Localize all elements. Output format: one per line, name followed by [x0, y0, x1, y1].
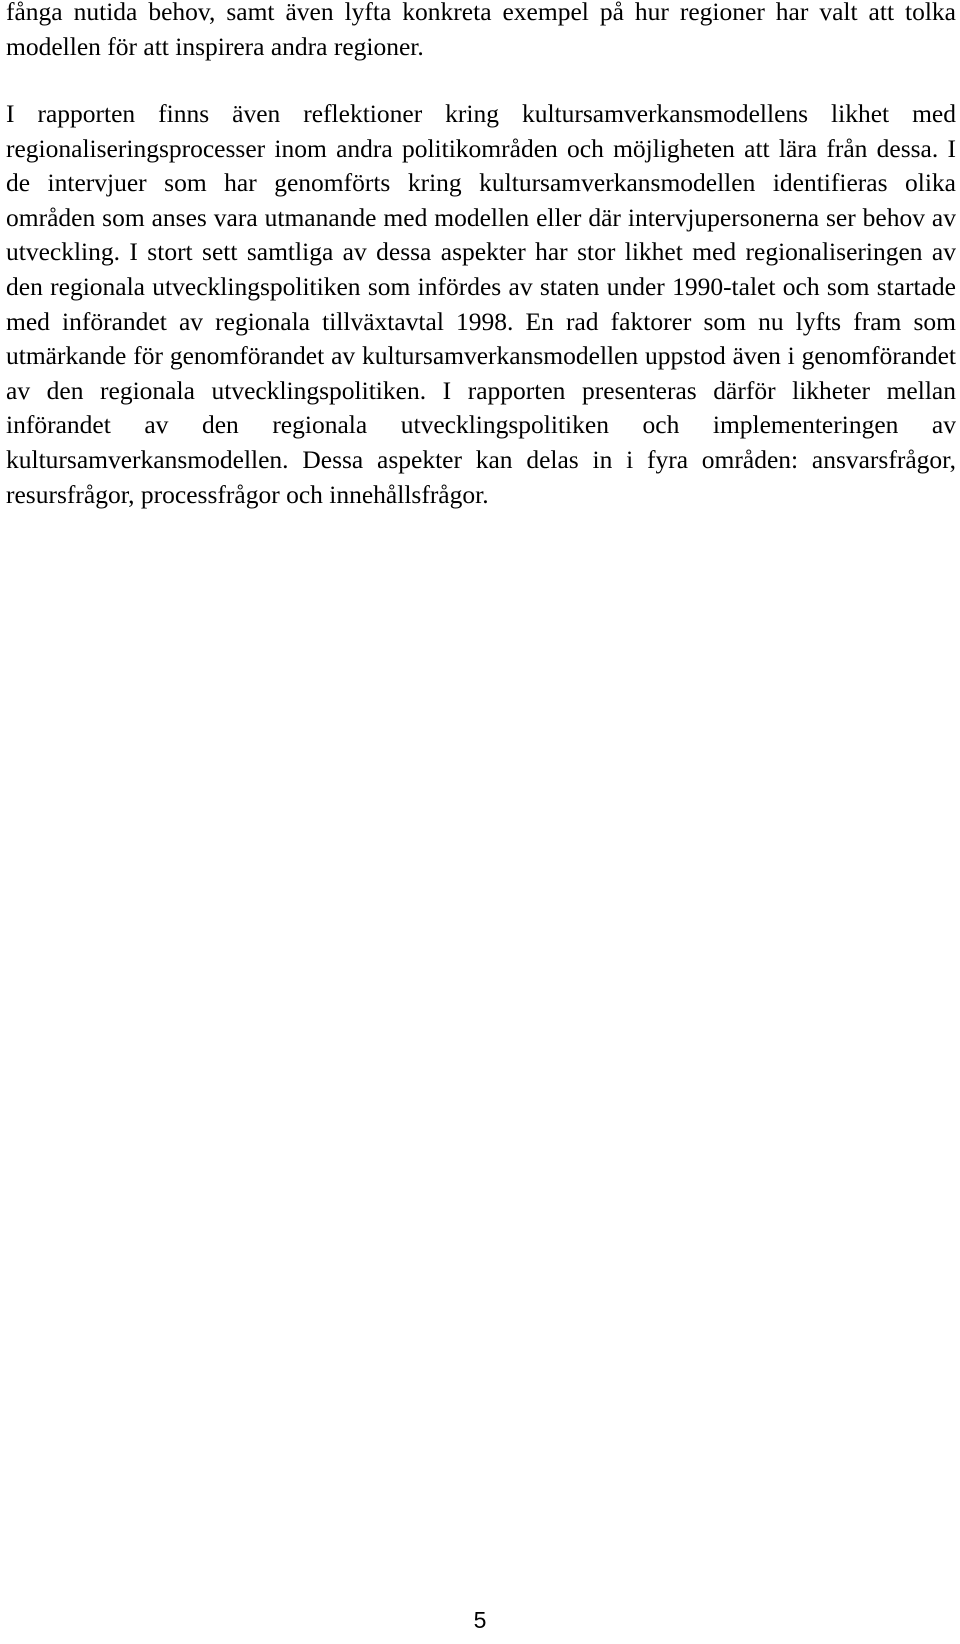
page-number: 5 [473, 1607, 487, 1633]
paragraph-reflections: I rapporten finns även reflektioner kring kultursamverkansmodellens likhet med regionaliseringsprocesser inom andra politikområden och möjligheten att lära från dessa. I de intervjuer som har genomförts kring kultursamverkansmodellen identifieras olika områden som anses vara utmanande med modellen eller där intervjupersonerna ser behov av utveckling. I stort sett samtliga av dessa aspekter har stor likhet med regionaliseringen av den regionala utvecklingspolitiken som infördes av staten under 1990-talet och som startade med införandet av regionala tillväxtavtal 1998. En rad faktorer som nu lyfts fram som utmärkande för genomförandet av kultursamverkansmodellen uppstod även i genomförandet av den regionala utvecklingspolitiken. I rapporten presenteras därför likheter mellan införandet av den regionala utvecklingspolitiken och implementeringen av kultursamverkansmodellen. Dessa aspekter kan delas in i fyra områden: ansvarsfrågor, resursfrågor, processfrågor och innehållsfrågor. [6, 99, 956, 509]
paragraph-intro-continuation: fånga nutida behov, samt även lyfta konkreta exempel på hur regioner har valt att tolka modellen för att inspirera andra regioner. [6, 0, 956, 61]
